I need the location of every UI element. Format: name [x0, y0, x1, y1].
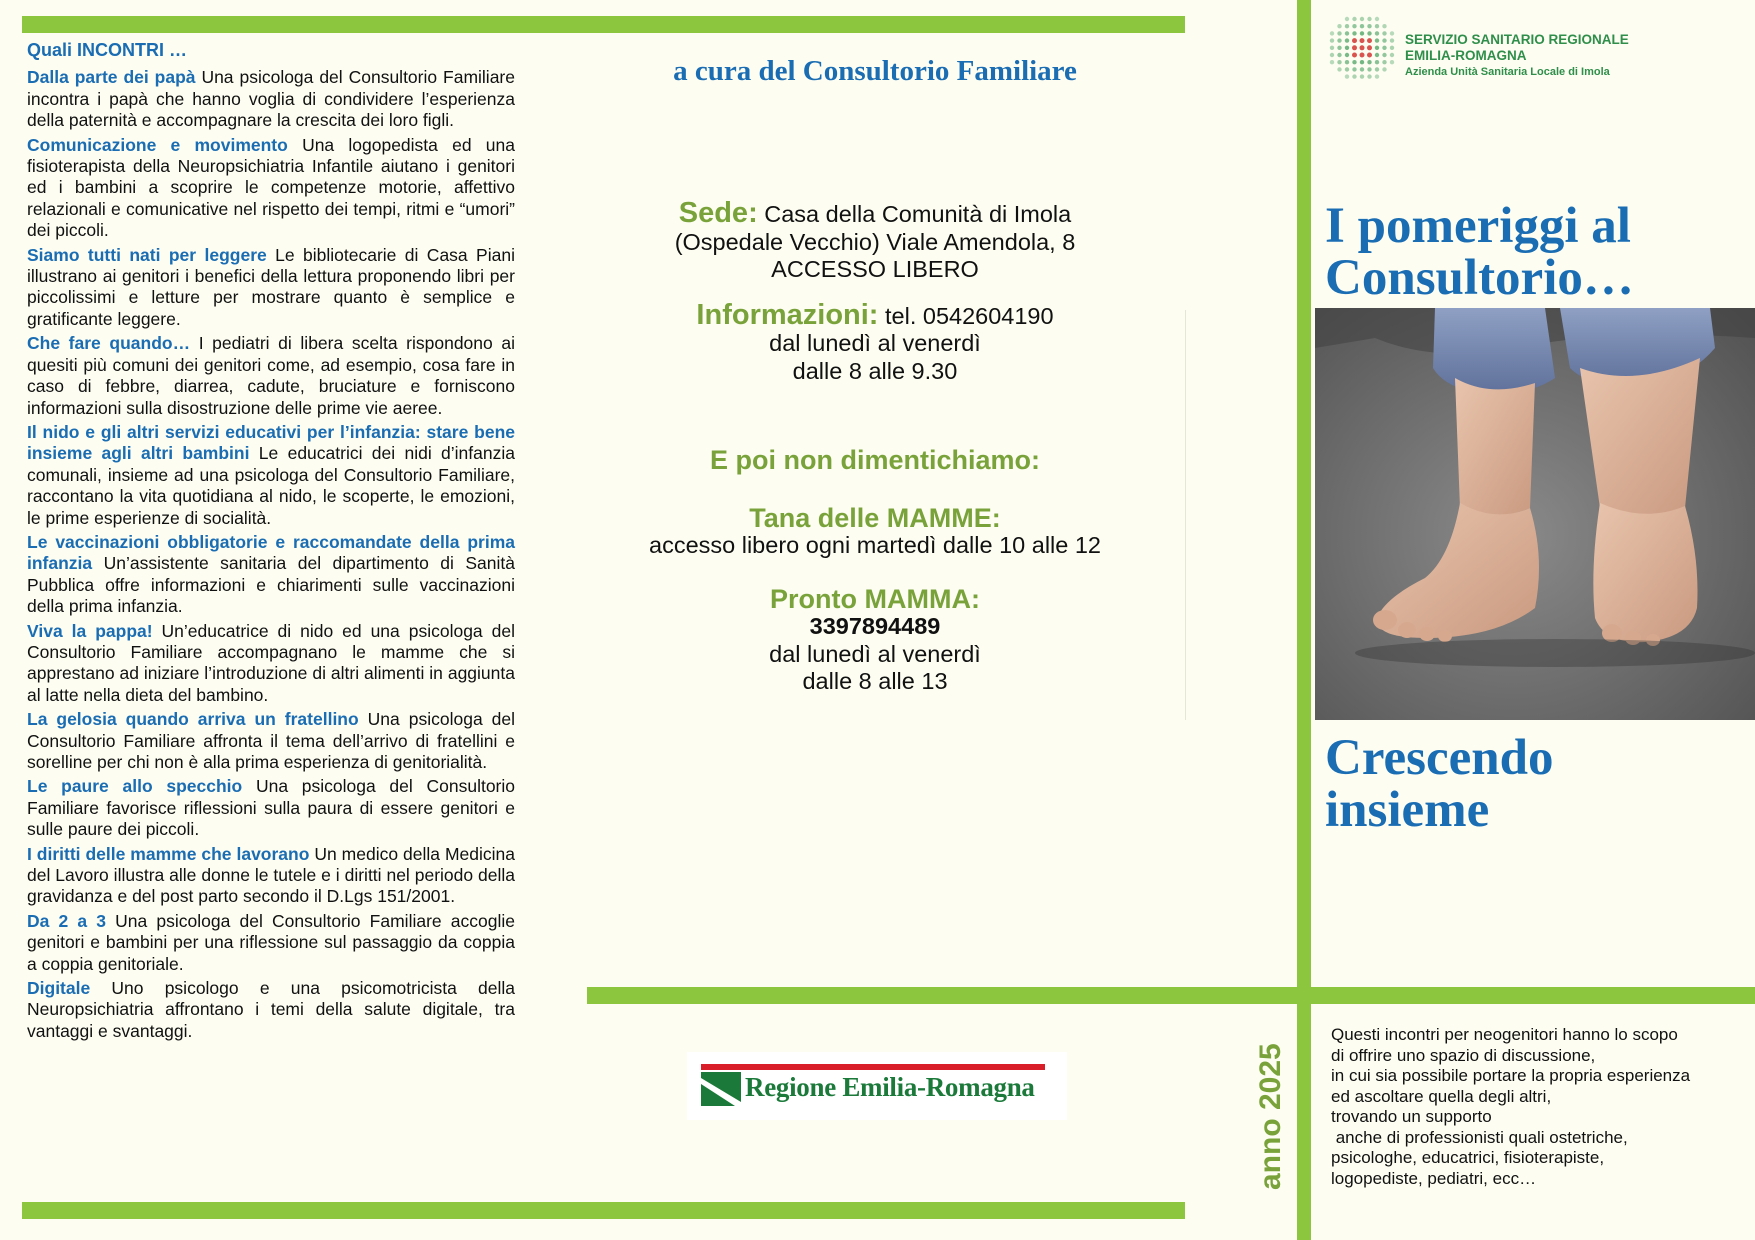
tana-label: Tana delle MAMME:: [749, 502, 1001, 533]
info-panel: [590, 55, 1160, 696]
logo-dot: [1337, 31, 1341, 35]
logo-dot: [1345, 60, 1349, 64]
logo-dot: [1367, 60, 1371, 64]
meeting-title: Il nido e gli altri servizi educativi per l’infanzia: stare bene insieme agli altri bambini: [27, 421, 515, 464]
meeting-description: Le educatrici dei nidi d’infanzia comunali, insieme ad una psicologa del Consultorio Familiare, raccontano la vita quotidiana al nido, le scoperte, le emozioni, le prime esperienze di socialità.: [27, 443, 515, 528]
meeting-title: Dalla parte dei papà: [27, 67, 196, 88]
meeting-item: [27, 245, 515, 331]
meeting-item: [27, 776, 515, 840]
sede-line1: Casa della Comunità di Imola: [764, 201, 1072, 227]
pronto-label: Pronto MAMMA:: [770, 583, 980, 614]
intro-line: logopediste, pediatri, ecc…: [1331, 1168, 1537, 1188]
intro-line: trovando un supporto: [1331, 1107, 1492, 1126]
logo-dot: [1375, 46, 1379, 50]
logo-dot: [1367, 24, 1371, 28]
logo-dot: [1367, 67, 1371, 71]
info-hours: dalle 8 alle 9.30: [792, 357, 958, 384]
info-block: [590, 298, 1160, 386]
logo-dot: [1390, 53, 1394, 57]
meeting-description: Una psicologa del Consultorio Familiare incontra i papà che hanno voglia di condividere l’esperienza della paternità e accompagnare la crescita dei loro figli.: [27, 67, 515, 131]
tana-block: [560, 502, 1190, 560]
meeting-item: [27, 978, 515, 1042]
intro-line: di offrire uno spazio di discussione,: [1331, 1045, 1596, 1065]
logo-dot: [1360, 60, 1364, 64]
logo-dot: [1382, 46, 1386, 50]
intro-text: [1331, 1025, 1741, 1189]
tana-text: accesso libero ogni martedì dalle 10 alle 12: [649, 532, 1101, 558]
region-flag-icon: [701, 1072, 741, 1106]
logo-dot: [1352, 31, 1356, 35]
logo-line1: SERVIZIO SANITARIO REGIONALE: [1405, 32, 1629, 47]
meeting-item: [27, 333, 515, 419]
logo-line3: Azienda Unità Sanitaria Locale di Imola: [1405, 66, 1610, 78]
logo-dot: [1337, 24, 1341, 28]
logo-dot: [1375, 74, 1379, 78]
reminder-block: [590, 447, 1160, 475]
info-days: dal lunedì al venerdì: [769, 330, 981, 356]
logo-dot: [1360, 38, 1365, 43]
logo-dot: [1390, 31, 1394, 35]
meeting-description: Una psicologa del Consultorio Familiare affronta il tema dell’arrivo di fratellini e sorelline per chi non è alla prima esperienza di genitorialità.: [27, 709, 515, 772]
main-title-line1: I pomeriggi al: [1325, 198, 1631, 254]
logo-dot: [1367, 31, 1371, 35]
meeting-title: Da 2 a 3: [27, 910, 107, 931]
logo-dot: [1382, 38, 1386, 42]
logo-dot: [1375, 31, 1379, 35]
meeting-item: [27, 844, 515, 908]
meeting-item: [27, 422, 515, 529]
year-label: anno 2025: [1254, 1043, 1287, 1190]
region-logo-red-stripe: [701, 1064, 1045, 1070]
top-bar-left: [22, 16, 1185, 33]
logo-dot: [1367, 74, 1371, 78]
logo-dot: [1360, 53, 1365, 58]
meeting-item: [27, 135, 515, 242]
intro-line: psicologhe, educatrici, fisioterapiste,: [1331, 1148, 1605, 1167]
curator-line: a cura del Consultorio Familiare: [673, 55, 1077, 87]
logo-dot: [1345, 67, 1349, 71]
meeting-title: Comunicazione e movimento: [27, 134, 288, 155]
logo-dot: [1375, 17, 1379, 21]
logo-dot: [1375, 67, 1379, 71]
logo-dot: [1367, 38, 1372, 43]
logo-dot: [1337, 67, 1341, 71]
logo-dot: [1330, 31, 1334, 35]
logo-dot: [1345, 31, 1349, 35]
main-title: [1325, 200, 1634, 304]
meeting-description: Uno psicologo e una psicomotricista della Neuropsichiatria affrontano i temi della salute digitale, tra vantaggi e svantaggi.: [27, 978, 515, 1041]
meeting-description: Un’assistente sanitaria del dipartimento di Sanità Pubblica offre informazioni e chiarimenti sulle vaccinazioni della prima infanzia.: [27, 553, 515, 617]
logo-dot: [1352, 17, 1356, 21]
sede-label: Sede:: [678, 197, 758, 229]
logo-dot: [1382, 53, 1386, 57]
logo-dot: [1337, 53, 1341, 57]
main-title-line2: Consultorio…: [1325, 250, 1634, 306]
intro-line: ed ascoltare quella degli altri,: [1331, 1086, 1552, 1106]
logo-dot: [1330, 60, 1334, 64]
child-feet-illustration: [1315, 308, 1755, 720]
logo-dot: [1390, 46, 1394, 50]
region-logo: [687, 1052, 1067, 1120]
logo-dot: [1375, 38, 1379, 42]
info-phone: tel. 0542604190: [885, 302, 1054, 329]
meeting-description: Una logopedista ed una fisioterapista della Neuropsichiatria Infantile aiutano i genitori ed i bambini a scoprire le competenze motorie, affettivo relazionali e comunicative nel rispetto dei tempi, ritmi e “umori” dei piccoli.: [27, 134, 515, 241]
vertical-divider: [1297, 0, 1311, 1240]
meeting-title: La gelosia quando arriva un fratellino: [27, 709, 359, 730]
meeting-description: Un’educatrice di nido ed una psicologa del Consultorio Familiare accompagnano le mamme che si apprestano ad iniziare l’introduzione di altri alimenti in aggiunta al latte nella dieta del bambino.: [27, 620, 515, 705]
logo-dot: [1352, 24, 1356, 28]
sede-block: [560, 197, 1190, 284]
logo-dot: [1382, 67, 1386, 71]
meeting-description: Una psicologa del Consultorio Familiare accoglie genitori e bambini per una riflessione sul passaggio da coppia a coppia genitoriale.: [27, 910, 515, 974]
intro-line: Questi incontri per neogenitori hanno lo scopo: [1331, 1025, 1678, 1044]
intro-line: anche di professionisti quali ostetriche,: [1331, 1127, 1628, 1147]
logo-dot: [1367, 17, 1371, 21]
logo-dot: [1382, 31, 1386, 35]
subtitle-line1: Crescendo: [1325, 730, 1554, 786]
info-label: Informazioni:: [696, 298, 879, 331]
horizontal-divider: [587, 987, 1755, 1004]
meeting-title: Viva la pappa!: [27, 620, 153, 641]
meeting-description: Un medico della Medicina del Lavoro illustra alle donne le tutele e i diritti nel periodo della gravidanza e del post parto secondo il D.Lgs 151/2001.: [27, 843, 515, 907]
meeting-title: Digitale: [27, 978, 91, 999]
pronto-hours: dalle 8 alle 13: [802, 668, 948, 694]
meeting-description: Le bibliotecarie di Casa Piani illustrano ai genitori i benefici della lettura proponendo libri per piccolissimi e letture per mostrare quanto è semplice e gratificante leggere.: [27, 244, 515, 329]
logo-dot: [1367, 45, 1372, 50]
pronto-days: dal lunedì al venerdì: [769, 640, 981, 667]
logo-dot: [1382, 24, 1386, 28]
logo-dot: [1367, 53, 1372, 58]
logo-dot: [1375, 24, 1379, 28]
logo-dot: [1345, 24, 1349, 28]
logo-dot: [1345, 46, 1349, 50]
meeting-item: [27, 67, 515, 131]
meeting-title: Le paure allo specchio: [27, 776, 243, 797]
logo-dot: [1352, 74, 1356, 78]
logo-dot: [1330, 53, 1334, 57]
logo-dot: [1337, 46, 1341, 50]
pronto-block: [590, 583, 1160, 696]
logo-dot: [1375, 60, 1379, 64]
logo-dot: [1360, 67, 1364, 71]
logo-dot: [1330, 38, 1334, 42]
logo-dot: [1337, 38, 1341, 42]
reminder-heading: E poi non dimentichiamo:: [710, 445, 1040, 475]
health-service-logo: [1405, 32, 1629, 80]
sede-line3: ACCESSO LIBERO: [771, 256, 979, 282]
logo-dot: [1360, 31, 1364, 35]
logo-dot: [1345, 74, 1349, 78]
logo-dot: [1390, 38, 1394, 42]
meeting-description: Una psicologa del Consultorio Familiare favorisce riflessioni sulla paura di essere genitori e sulle paure dei piccoli.: [27, 776, 516, 840]
subtitle-line2: insieme: [1325, 782, 1490, 838]
intro-line: in cui sia possibile portare la propria esperienza: [1331, 1066, 1691, 1085]
logo-dot: [1360, 24, 1364, 28]
logo-dot: [1375, 53, 1379, 57]
meetings-heading: Quali INCONTRI …: [27, 40, 188, 60]
logo-dot: [1360, 45, 1365, 50]
logo-dot: [1352, 67, 1356, 71]
health-service-logo-icon: [1328, 15, 1396, 81]
logo-dot: [1345, 53, 1349, 57]
meeting-title: Le vaccinazioni obbligatorie e raccomandate della prima infanzia: [27, 531, 515, 574]
region-logo-text: Regione Emilia-Romagna: [745, 1072, 1035, 1102]
meeting-item: [27, 911, 515, 975]
logo-dot: [1345, 17, 1349, 21]
meetings-items: [27, 67, 515, 1042]
logo-dot: [1352, 60, 1356, 64]
logo-dot: [1352, 45, 1357, 50]
logo-line2: EMILIA-ROMAGNA: [1405, 48, 1527, 63]
subtitle: [1325, 732, 1554, 836]
logo-dot: [1345, 38, 1349, 42]
logo-dot: [1382, 60, 1386, 64]
logo-dot: [1390, 60, 1394, 64]
meeting-item: [27, 709, 515, 773]
sede-line2: (Ospedale Vecchio) Viale Amendola, 8: [674, 228, 1076, 255]
meeting-description: I pediatri di libera scelta rispondono ai quesiti più comuni dei genitori come, ad esempio, cosa fare in caso di febbre, diarrea, cadute, bruciature e forniscono informazioni sulla disostruzione delle prime vie aeree.: [27, 333, 515, 418]
child-feet-photo: [1315, 308, 1755, 720]
meeting-title: Siamo tutti nati per leggere: [27, 244, 267, 265]
meeting-title: I diritti delle mamme che lavorano: [27, 843, 310, 864]
logo-dot: [1352, 53, 1357, 58]
meeting-item: [27, 532, 515, 618]
logo-dot: [1352, 38, 1357, 43]
meeting-title: Che fare quando…: [27, 333, 191, 354]
bottom-bar-left: [22, 1202, 1185, 1219]
logo-dot: [1360, 17, 1364, 21]
logo-dot: [1337, 60, 1341, 64]
logo-dot: [1360, 74, 1364, 78]
pronto-phone: 3397894489: [809, 613, 941, 639]
meeting-item: [27, 621, 515, 707]
meetings-list: [27, 40, 515, 1045]
logo-dot: [1330, 46, 1334, 50]
